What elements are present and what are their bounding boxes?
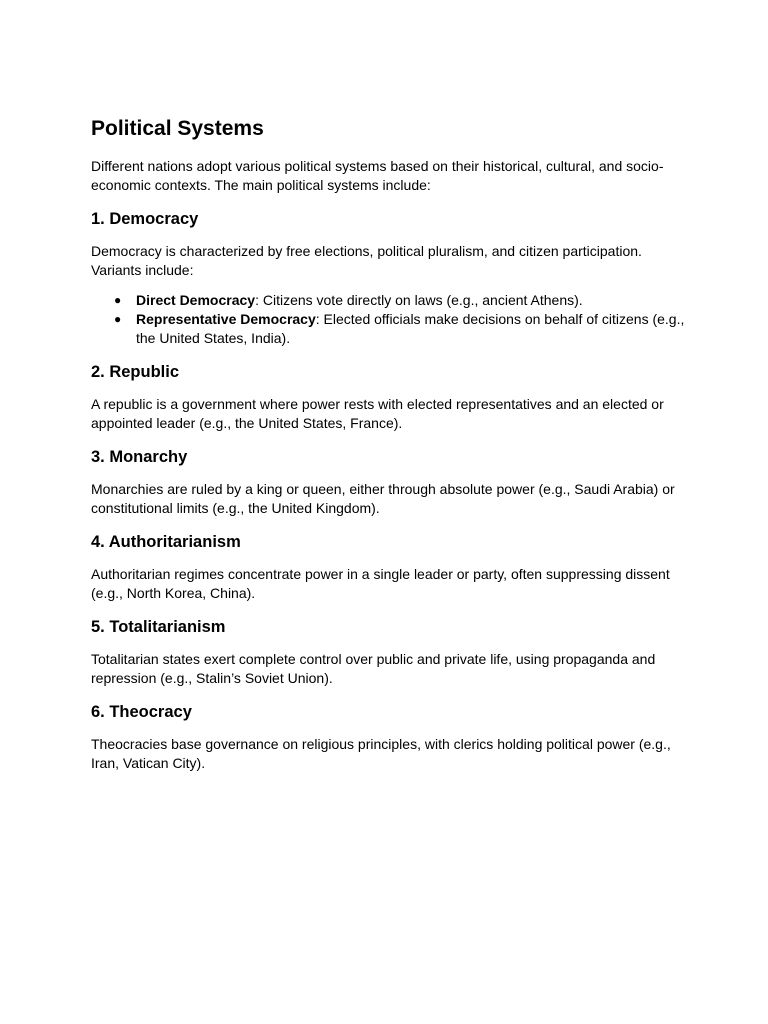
list-item-text: : Elected officials make decisions on behalf of citizens (e.g., the United States, India). <box>136 311 685 346</box>
bullet-icon: ● <box>114 293 122 307</box>
section-heading-theocracy: 6. Theocracy <box>91 703 192 721</box>
list-item <box>114 310 691 348</box>
list-item-term: Representative Democracy <box>136 311 316 327</box>
list-item-term: Direct Democracy <box>136 292 256 308</box>
list-item <box>114 291 691 310</box>
section-heading-authoritarianism: 4. Authoritarianism <box>91 533 241 551</box>
section-body-totalitarianism: Totalitarian states exert complete control over public and private life, using propaganda and repression (e.g., Stalin’s Soviet Union). <box>91 651 656 686</box>
bullet-icon: ● <box>114 312 122 326</box>
section-heading-totalitarianism: 5. Totalitarianism <box>91 618 226 636</box>
document-page <box>91 114 691 785</box>
section-heading-republic: 2. Republic <box>91 363 180 381</box>
section-body-democracy: Democracy is characterized by free elections, political pluralism, and citizen participation. Variants include: <box>91 243 642 278</box>
list-item-text: : Citizens vote directly on laws (e.g., ancient Athens). <box>255 292 583 308</box>
democracy-variants-list <box>91 291 691 348</box>
section-heading-democracy: 1. Democracy <box>91 210 199 228</box>
page-title: Political Systems <box>91 117 264 140</box>
section-body-monarchy: Monarchies are ruled by a king or queen, either through absolute power (e.g., Saudi Arabia) or constitutional limits (e.g., the United Kingdom). <box>91 481 675 516</box>
section-body-republic: A republic is a government where power rests with elected representatives and an elected or appointed leader (e.g., the United States, France). <box>91 396 664 431</box>
section-body-authoritarianism: Authoritarian regimes concentrate power in a single leader or party, often suppressing dissent (e.g., North Korea, China). <box>91 566 670 601</box>
section-heading-monarchy: 3. Monarchy <box>91 448 188 466</box>
section-body-theocracy: Theocracies base governance on religious principles, with clerics holding political power (e.g., Iran, Vatican City). <box>91 736 671 771</box>
intro-paragraph: Different nations adopt various political systems based on their historical, cultural, and socio-economic contexts. The main political systems include: <box>91 158 664 193</box>
